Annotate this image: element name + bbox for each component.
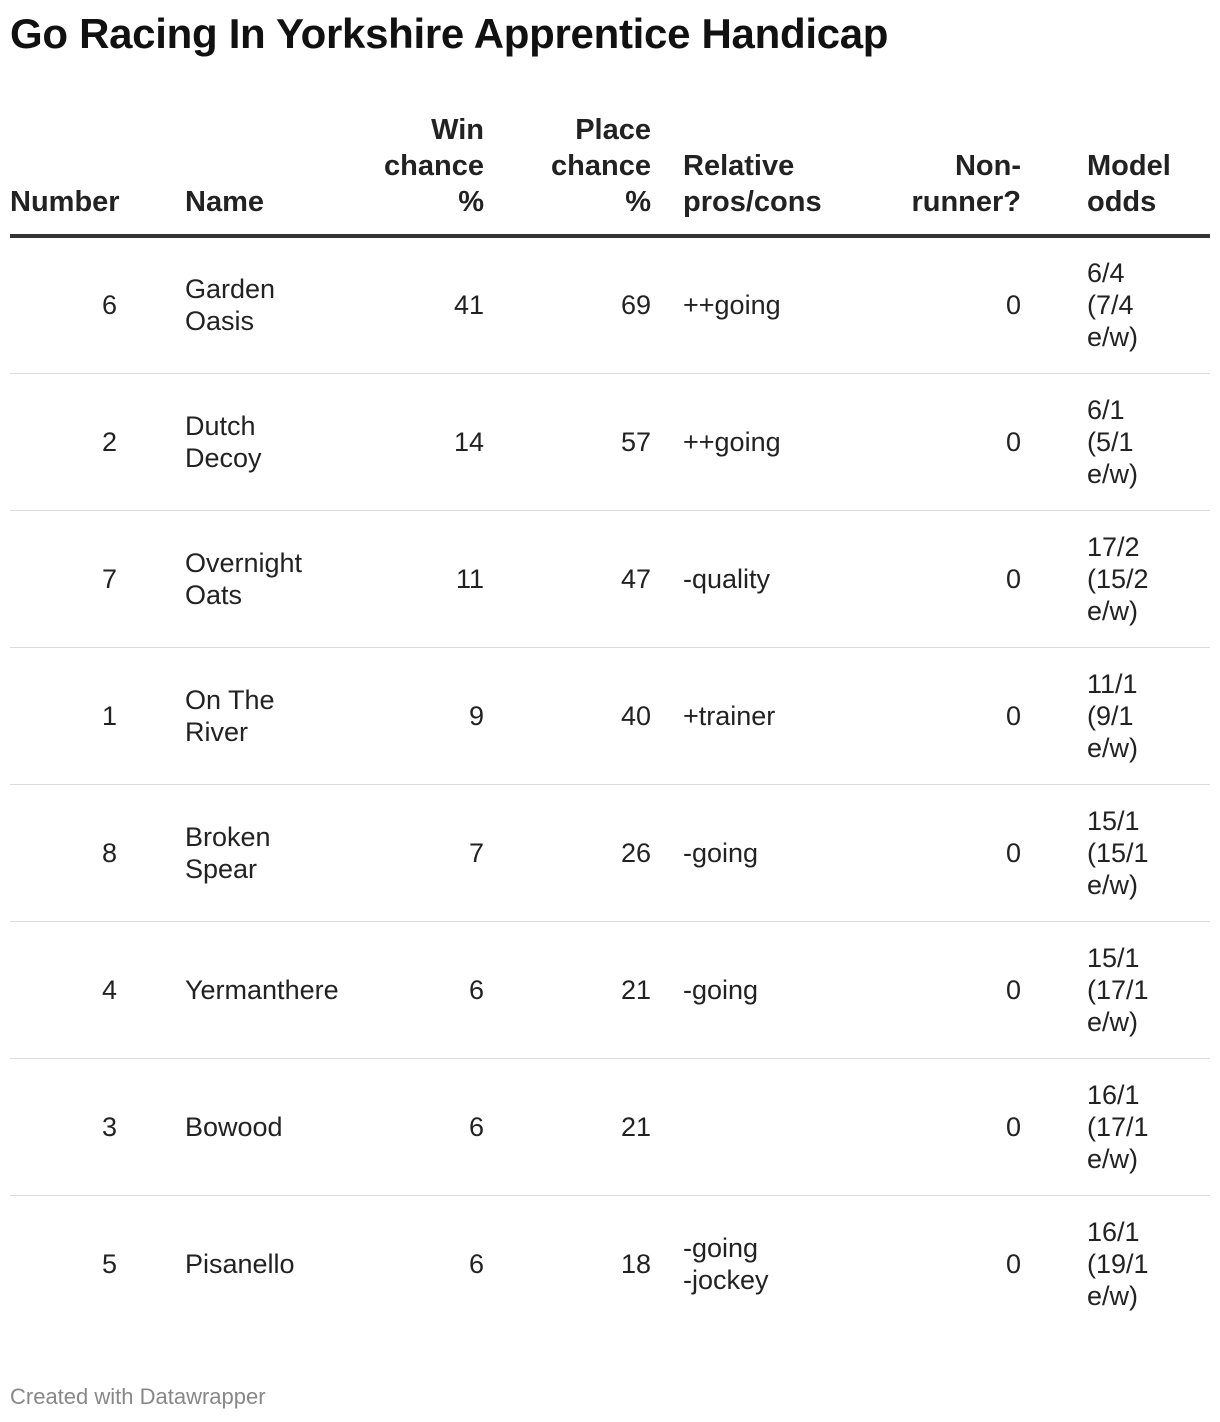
cell-pros-cons: -going [677,921,883,1058]
cell-name: On The River [185,647,361,784]
cell-name: Broken Spear [185,784,361,921]
cell-win-chance: 11 [361,510,510,647]
cell-name: Overnight Oats [185,510,361,647]
cell-number: 8 [10,784,185,921]
column-header-non-runner[interactable]: Non- runner? [883,112,1051,236]
cell-name: Pisanello [185,1248,295,1279]
cell-non-runner: 0 [883,1058,1051,1195]
cell-non-runner: 0 [883,784,1051,921]
cell-model-odds: 15/1 (15/1 e/w) [1051,784,1210,921]
cell-win-chance: 9 [361,647,510,784]
cell-model-odds: 15/1 (17/1 e/w) [1051,921,1210,1058]
cell-place-chance: 26 [510,784,677,921]
cell-place-chance: 21 [510,1058,677,1195]
cell-number: 7 [10,510,185,647]
cell-number: 1 [10,647,185,784]
table-header-row [10,112,1210,236]
column-header-place-chance[interactable]: Place chance % [510,112,677,236]
cell-number: 4 [10,921,185,1058]
cell-pros-cons: -going -jockey [683,1232,769,1295]
table-row [10,510,1210,647]
cell-name: Bowood [185,1058,361,1195]
table-row [10,784,1210,921]
chart-title: Go Racing In Yorkshire Apprentice Handicap [10,10,889,57]
cell-win-chance: 7 [361,784,510,921]
cell-number: 2 [10,373,185,510]
table-row [10,236,1210,373]
table-row [10,1195,1210,1332]
column-header-pros-cons[interactable]: Relative pros/cons [677,112,883,236]
column-header-number[interactable]: Number [10,112,185,236]
cell-name: Garden Oasis [185,236,361,373]
cell-place-chance: 21 [510,921,677,1058]
footer-credit: Created with Datawrapper [10,1384,266,1409]
table-row [10,1058,1210,1195]
cell-non-runner: 0 [883,510,1051,647]
table-row [10,373,1210,510]
cell-place-chance: 40 [510,647,677,784]
cell-non-runner: 0 [883,236,1051,373]
column-header-name[interactable]: Name [185,112,361,236]
cell-model-odds: 6/4 (7/4 e/w) [1051,236,1210,373]
cell-number: 3 [10,1058,185,1195]
cell-win-chance: 6 [361,1058,510,1195]
cell-number: 5 [101,1248,117,1279]
cell-non-runner: 0 [883,921,1051,1058]
cell-model-odds: 16/1 (17/1 e/w) [1051,1058,1210,1195]
cell-pros-cons: ++going [677,373,883,510]
cell-number: 6 [10,236,185,373]
column-header-win-chance[interactable]: Win chance % [361,112,510,236]
cell-win-chance: 6 [361,921,510,1058]
cell-non-runner: 0 [883,647,1051,784]
cell-non-runner: 0 [883,373,1051,510]
cell-place-chance: 69 [510,236,677,373]
cell-place-chance: 18 [620,1248,651,1279]
table-row [10,647,1210,784]
cell-model-odds: 17/2 (15/2 e/w) [1051,510,1210,647]
cell-pros-cons: +trainer [677,647,883,784]
table-body [10,236,1210,1332]
cell-name: Dutch Decoy [185,373,361,510]
cell-model-odds: 11/1 (9/1 e/w) [1051,647,1210,784]
cell-win-chance: 41 [361,236,510,373]
cell-pros-cons [677,1058,883,1195]
cell-pros-cons: ++going [677,236,883,373]
cell-place-chance: 47 [510,510,677,647]
cell-pros-cons: -quality [677,510,883,647]
cell-model-odds: 6/1 (5/1 e/w) [1051,373,1210,510]
cell-non-runner: 0 [1005,1248,1021,1279]
column-header-model-odds[interactable]: Model odds [1051,112,1210,236]
runners-table [10,112,1210,1332]
cell-model-odds: 16/1 (19/1 e/w) [1087,1216,1149,1311]
cell-win-chance: 14 [361,373,510,510]
table-row [10,921,1210,1058]
cell-pros-cons: -going [677,784,883,921]
cell-name: Yermanthere [185,921,361,1058]
cell-win-chance: 6 [468,1248,484,1279]
cell-place-chance: 57 [510,373,677,510]
